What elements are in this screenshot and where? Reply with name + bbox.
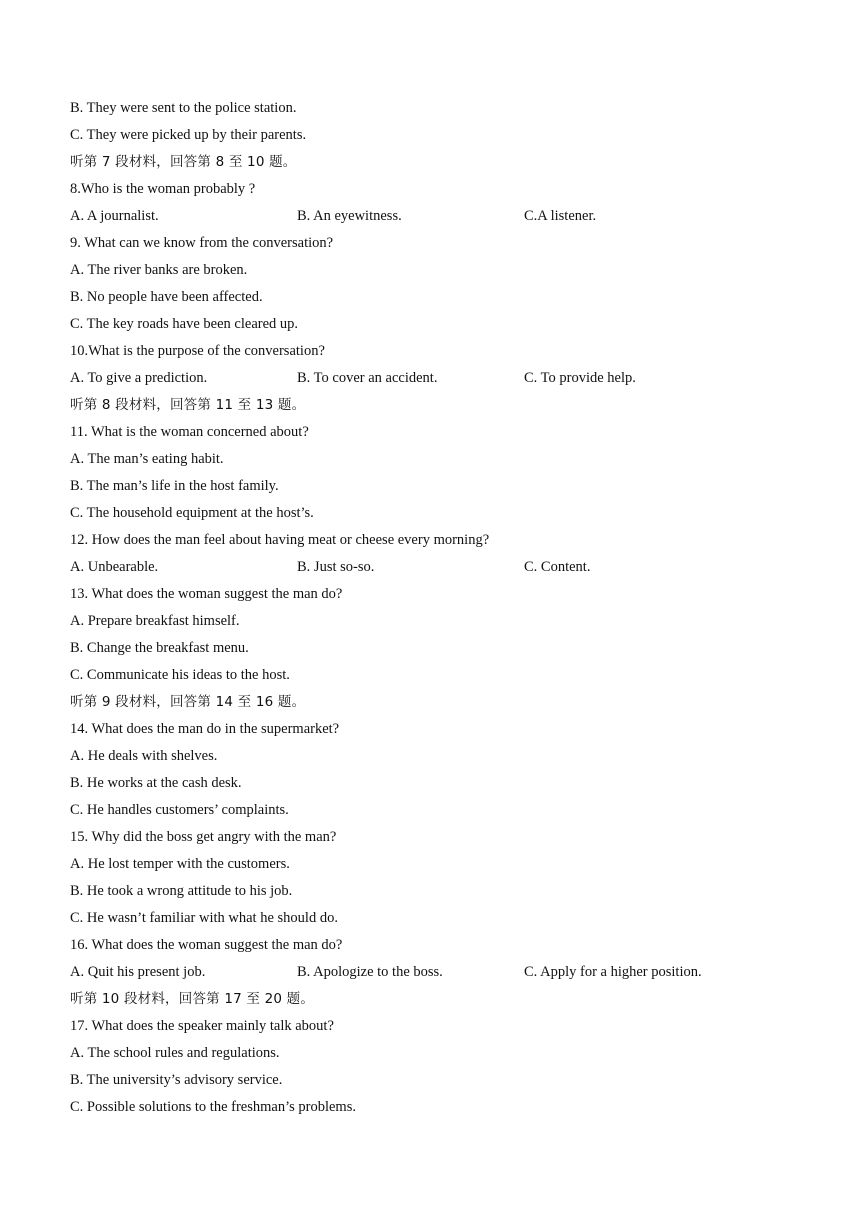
answer-option: C. To provide help. [524,370,636,386]
question-line: A. The river banks are broken. [70,262,248,278]
question-line: 16. What does the woman suggest the man do? [70,937,343,953]
answer-option: C.A listener. [524,208,597,224]
section-heading: 听第 9 段材料，回答第 14 至 16 题。 [70,694,306,710]
answer-options-row [70,555,790,582]
question-line: C. Possible solutions to the freshman’s problems. [70,1099,356,1115]
answer-option: C. Content. [524,559,591,575]
question-line: A. The man’s eating habit. [70,451,224,467]
answer-option: A. To give a prediction. [70,370,208,386]
document-page [70,96,790,1122]
question-line: B. He works at the cash desk. [70,775,242,791]
question-line: 9. What can we know from the conversation? [70,235,334,251]
question-line: B. Change the breakfast menu. [70,640,249,656]
section-heading: 听第 10 段材料，回答第 17 至 20 题。 [70,991,315,1007]
answer-option: A. A journalist. [70,208,159,224]
question-line: C. He handles customers’ complaints. [70,802,289,818]
answer-option: C. Apply for a higher position. [524,964,702,980]
question-line: 15. Why did the boss get angry with the man? [70,829,337,845]
answer-option: A. Unbearable. [70,559,159,575]
question-line: A. Prepare breakfast himself. [70,613,240,629]
question-line: 10.What is the purpose of the conversation? [70,343,325,359]
answer-option: B. An eyewitness. [297,208,402,224]
answer-option: B. To cover an accident. [297,370,438,386]
question-line: A. He deals with shelves. [70,748,218,764]
question-line: B. No people have been affected. [70,289,263,305]
question-line: B. They were sent to the police station. [70,100,297,116]
section-heading: 听第 7 段材料，回答第 8 至 10 题。 [70,154,297,170]
question-line: B. The university’s advisory service. [70,1072,283,1088]
question-line: B. He took a wrong attitude to his job. [70,883,293,899]
question-line: 12. How does the man feel about having meat or cheese every morning? [70,532,490,548]
question-line: C. The key roads have been cleared up. [70,316,299,332]
answer-option: B. Apologize to the boss. [297,964,443,980]
question-line: B. The man’s life in the host family. [70,478,279,494]
question-line: A. He lost temper with the customers. [70,856,290,872]
question-line: C. He wasn’t familiar with what he should do. [70,910,338,926]
question-line: 8.Who is the woman probably ? [70,181,256,197]
question-line: 11. What is the woman concerned about? [70,424,309,440]
question-line: C. They were picked up by their parents. [70,127,307,143]
section-heading: 听第 8 段材料，回答第 11 至 13 题。 [70,397,306,413]
answer-option: B. Just so-so. [297,559,375,575]
question-line: C. Communicate his ideas to the host. [70,667,290,683]
answer-options-row [70,204,790,231]
question-line: 13. What does the woman suggest the man do? [70,586,343,602]
answer-options-row [70,960,790,987]
question-line: A. The school rules and regulations. [70,1045,280,1061]
question-line: C. The household equipment at the host’s. [70,505,314,521]
question-line: 14. What does the man do in the supermarket? [70,721,340,737]
question-line: 17. What does the speaker mainly talk about? [70,1018,334,1034]
answer-options-row [70,366,790,393]
answer-option: A. Quit his present job. [70,964,206,980]
